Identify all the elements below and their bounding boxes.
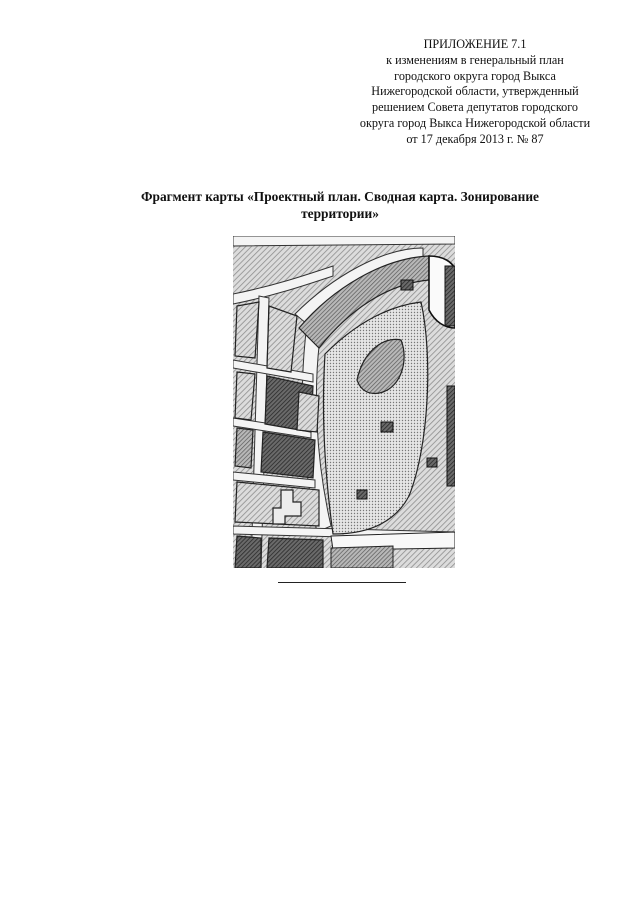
right-edge-zone bbox=[445, 266, 455, 326]
bottom-zone bbox=[331, 546, 393, 568]
appendix-line: Нижегородской области, утвержденный bbox=[371, 84, 579, 99]
document-title bbox=[100, 188, 580, 222]
zoning-map-fragment bbox=[233, 236, 455, 568]
appendix-line: от 17 декабря 2013 г. № 87 bbox=[406, 131, 544, 146]
appendix-line: ПРИЛОЖЕНИЕ 7.1 bbox=[423, 37, 527, 51]
appendix-header bbox=[345, 37, 605, 148]
title-line-1: Фрагмент карты «Проектный план. Сводная карта. Зонирование bbox=[141, 189, 539, 204]
zoning-map bbox=[233, 236, 455, 568]
appendix-line: округа город Выкса Нижегородской области bbox=[359, 115, 591, 130]
appendix-line: городского округа город Выкса bbox=[394, 68, 556, 83]
appendix-line: решением Совета депутатов городского bbox=[371, 100, 579, 115]
title-line-2: территории» bbox=[301, 206, 379, 221]
appendix-line: к изменениям в генеральный план bbox=[386, 52, 564, 67]
right-edge-zone-2 bbox=[447, 386, 455, 486]
separator-line bbox=[278, 582, 406, 583]
